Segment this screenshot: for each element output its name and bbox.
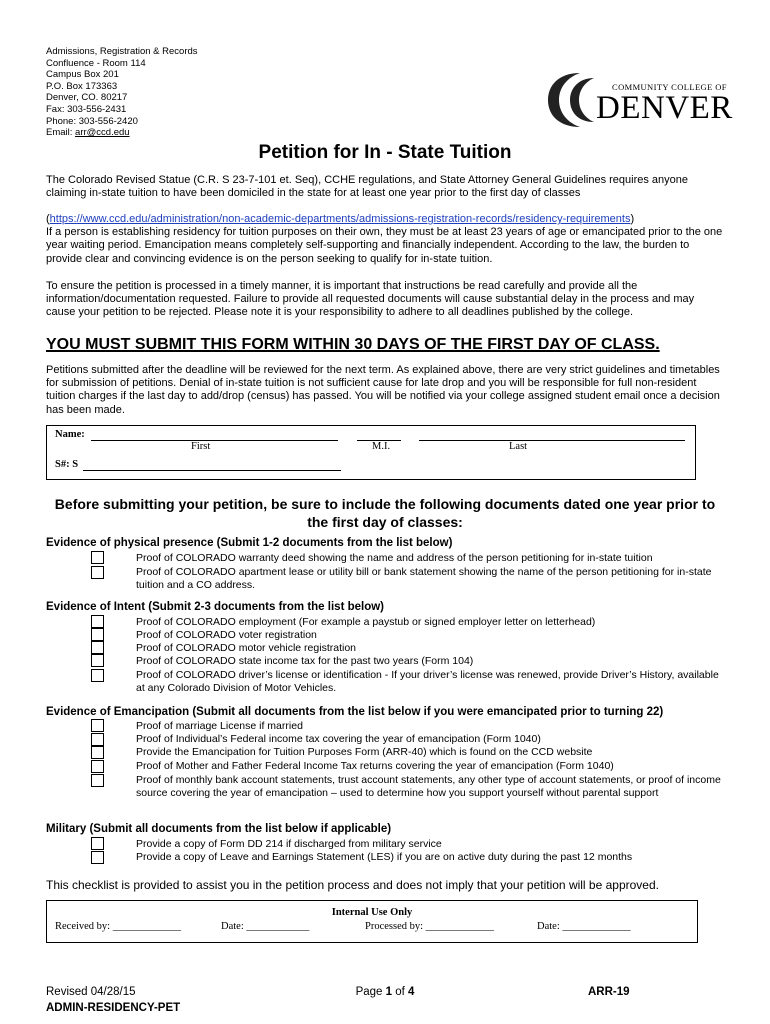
internal-use-box	[46, 900, 698, 943]
group-heading-physical-presence: Evidence of physical presence (Submit 1-2 documents from the list below)	[46, 537, 453, 549]
checkbox[interactable]	[91, 641, 104, 654]
checkbox[interactable]	[91, 851, 104, 864]
snum-label: S#: S	[55, 459, 79, 470]
logo-subtitle: COMMUNITY COLLEGE OF	[612, 82, 727, 92]
email-line: Email: arr@ccd.edu	[46, 127, 130, 139]
intro-paragraph-1: The Colorado Revised Statue (C.R. S 23-7-101 et. Seq), CCHE regulations, and State Attorney General Guidelines requires anyone claiming in-state tuition to have been domiciled in the state for at least one year prior to the first day of classes	[46, 174, 689, 200]
form-id: ARR-19	[588, 986, 630, 998]
closing-statement: This checklist is provided to assist you in the petition process and does not imply that your petition will be approved.	[46, 878, 659, 892]
mi-label: M.I.	[372, 441, 391, 452]
logo-name: DENVER	[596, 90, 733, 126]
internal-use-title: Internal Use Only	[331, 907, 413, 918]
ccd-logo	[546, 70, 736, 130]
checkbox[interactable]	[91, 615, 104, 628]
name-label: Name:	[55, 429, 85, 440]
checkbox[interactable]	[91, 669, 104, 682]
email-link[interactable]: arr@ccd.edu	[75, 127, 130, 139]
intro-paragraph-3: To ensure the petition is processed in a timely manner, it is important that instructions be read carefully and provide all the information/documentation requested. Failure to provide all requested documents will cause substantial delay in the process and may cause your petition to be rejected. Please note it is your responsibility to adhere to all deadlines published by the college.	[46, 280, 695, 319]
checkbox[interactable]	[91, 566, 104, 579]
checkbox[interactable]	[91, 837, 104, 850]
revised-date: Revised 04/28/15	[46, 986, 136, 998]
address-line: Fax: 303-556-2431	[46, 103, 127, 115]
student-number-field[interactable]	[83, 470, 341, 471]
address-line: Confluence - Room 114	[46, 57, 146, 69]
page-title: Petition for In - State Tuition	[258, 142, 512, 163]
checklist-item: Proof of COLORADO apartment lease or utility bill or bank statement showing the name of the person petitioning for in-state tuition and a CO address.	[136, 566, 712, 591]
group-heading-military: Military (Submit all documents from the list below if applicable)	[46, 823, 392, 835]
address-line: Campus Box 201	[46, 69, 119, 81]
checklist-item: Proof of COLORADO state income tax for the past two years (Form 104)	[136, 655, 474, 667]
intro-paragraph-2	[46, 213, 726, 266]
checklist-item: Proof of Mother and Father Federal Income Tax returns covering the year of emancipation (Form 1040)	[136, 760, 614, 772]
last-label: Last	[509, 441, 528, 452]
checkbox[interactable]	[91, 746, 104, 759]
checklist-item: Provide a copy of Leave and Earnings Statement (LES) if you are on active duty during the past 12 months	[136, 851, 633, 863]
group-heading-intent: Evidence of Intent (Submit 2-3 documents from the list below)	[46, 601, 385, 613]
office-address	[46, 46, 198, 139]
checkbox[interactable]	[91, 551, 104, 564]
received-by-field[interactable]: Received by: _____________	[55, 921, 181, 932]
page-number: Page 1 of 4	[355, 986, 415, 998]
processed-by-field[interactable]: Processed by: _____________	[365, 921, 494, 932]
date-field[interactable]: Date: ____________	[221, 921, 310, 932]
residency-link[interactable]: https://www.ccd.edu/administration/non-academic-departments/admissions-registration-records/residency-requirements	[49, 213, 631, 225]
checkbox[interactable]	[91, 733, 104, 746]
deadline-paragraph: Petitions submitted after the deadline will be reviewed for the next term. As explained above, there are very strict guidelines and timetables for submission of petitions. Denial of in-state tuition is not sufficient cause for late drop and you will be responsible for full non-resident tuition charges if the last day to add/drop (census) has passed. You will be notified via your college assigned student email once a decision has been made.	[46, 364, 720, 416]
url-line: (https://www.ccd.edu/administration/non-academic-departments/admissions-registration-records/residency-requirements)	[46, 213, 635, 225]
checklist-item: Proof of marriage License if married	[136, 720, 303, 732]
checkbox[interactable]	[91, 654, 104, 667]
first-name-field[interactable]	[91, 440, 338, 441]
deadline-heading: YOU MUST SUBMIT THIS FORM WITHIN 30 DAYS OF THE FIRST DAY OF CLASS.	[46, 336, 660, 353]
checklist-item: Proof of COLORADO warranty deed showing the name and address of the person petitioning for in-state tuition	[136, 552, 653, 564]
checkbox[interactable]	[91, 760, 104, 773]
checklist-item: Proof of COLORADO voter registration	[136, 629, 317, 641]
address-line: Phone: 303-556-2420	[46, 115, 138, 127]
address-line: Denver, CO. 80217	[46, 92, 128, 104]
checklist-item: Proof of COLORADO employment (For example a paystub or signed employer letter on letterhead)	[136, 616, 596, 628]
checklist-item: Proof of COLORADO driver’s license or identification - If your driver’s license was renewed, provide Driver’s History, available at any Colorado Division of Motor Vehicles.	[136, 669, 719, 694]
checkbox[interactable]	[91, 719, 104, 732]
checkbox[interactable]	[91, 628, 104, 641]
checkbox[interactable]	[91, 774, 104, 787]
checklist-item: Proof of COLORADO motor vehicle registration	[136, 642, 356, 654]
checklist-item: Provide the Emancipation for Tuition Purposes Form (ARR-40) which is found on the CCD website	[136, 746, 593, 758]
address-line: Admissions, Registration & Records	[46, 46, 198, 57]
group-heading-emancipation: Evidence of Emancipation (Submit all documents from the list below if you were emancipated prior to turning 22)	[46, 706, 664, 718]
intro-paragraph-2-text: If a person is establishing residency for tuition purposes on their own, they must be at least 23 years of age or emancipated prior to the one year waiting period. Emancipation means completely self-supporting and financially independent. According to the law, the burden to provide clear and convincing evidence is on the person seeking to qualify for in-state tuition.	[46, 226, 723, 265]
date-field[interactable]: Date: _____________	[537, 921, 631, 932]
name-box	[46, 425, 696, 480]
checklist-item: Proof of monthly bank account statements, trust account statements, any other type of account statements, or proof of income source covering the year of emancipation – used to determine how you support yourself without parental support	[136, 774, 721, 799]
last-name-field[interactable]	[419, 440, 685, 441]
first-label: First	[191, 441, 211, 452]
address-line: P.O. Box 173363	[46, 80, 118, 92]
checklist-item: Proof of Individual’s Federal income tax covering the year of emancipation (Form 1040)	[136, 733, 541, 745]
documents-heading: Before submitting your petition, be sure to include the following documents dated one year prior to the first day of classes:	[54, 496, 716, 530]
form-code: ADMIN-RESIDENCY-PET	[46, 1002, 181, 1014]
checklist-item: Provide a copy of Form DD 214 if discharged from military service	[136, 838, 442, 850]
